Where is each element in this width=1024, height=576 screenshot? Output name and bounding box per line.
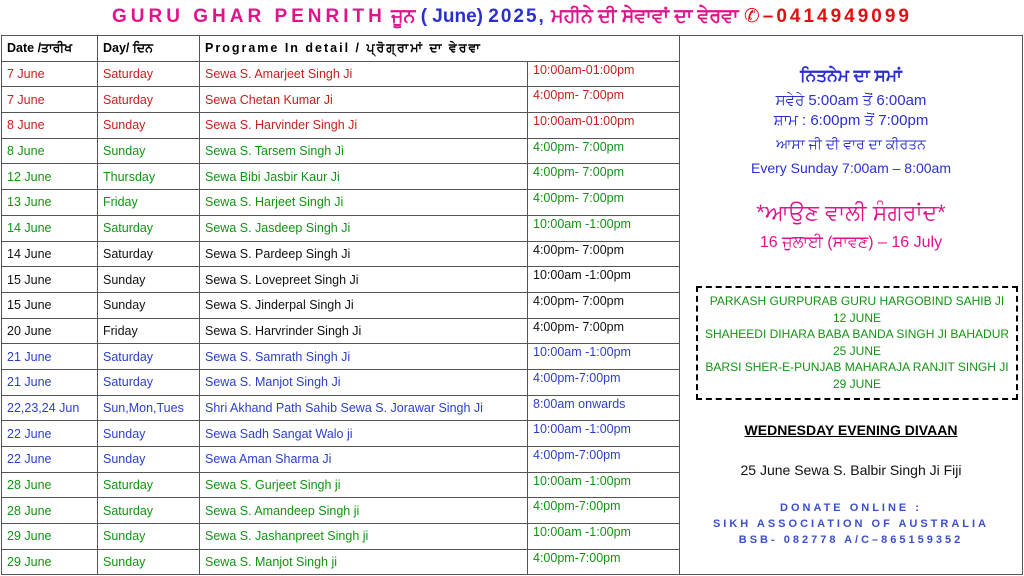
header-program: Programe In detail / ਪ੍ਰੋਗ੍ਰਾਮਾਂ ਦਾ ਵੇਰਵਾ	[200, 36, 680, 62]
cell-date: 15 June	[2, 292, 98, 318]
cell-program: Sewa S. Harvinder Singh Ji	[200, 113, 528, 139]
cell-program: Sewa S. Samrath Singh Ji	[200, 344, 528, 370]
cell-day: Saturday	[98, 215, 200, 241]
sangrand-title: *ਆਉਣ ਵਾਲੀ ਸੰਗਰਾਂਦ*	[756, 200, 946, 225]
cell-time: 4:00pm- 7:00pm	[528, 190, 680, 216]
cell-program: Sewa S. Pardeep Singh Ji	[200, 241, 528, 267]
cell-program: Sewa Chetan Kumar Ji	[200, 87, 528, 113]
cell-day: Saturday	[98, 344, 200, 370]
page-title	[0, 0, 1024, 34]
table-row	[2, 447, 680, 473]
cell-day: Sunday	[98, 292, 200, 318]
cell-time: 4:00pm- 7:00pm	[528, 138, 680, 164]
cell-time: 8:00am onwards	[528, 395, 680, 421]
table-row	[2, 241, 680, 267]
gurpurab-events-box	[696, 286, 1018, 400]
cell-day: Sunday	[98, 447, 200, 473]
cell-program: Sewa Aman Sharma Ji	[200, 447, 528, 473]
cell-program: Sewa S. Jasdeep Singh Ji	[200, 215, 528, 241]
cell-time: 4:00pm- 7:00pm	[528, 318, 680, 344]
table-row	[2, 113, 680, 139]
cell-program: Sewa Bibi Jasbir Kaur Ji	[200, 164, 528, 190]
cell-program: Sewa S. Jashanpreet Singh ji	[200, 524, 528, 550]
title-phone: ✆–0414949099	[743, 6, 912, 27]
title-june: ( June)	[420, 6, 483, 27]
table-row	[2, 549, 680, 575]
title-guru-ghar: GURU GHAR PENRITH	[112, 6, 386, 27]
cell-time: 10:00am-01:00pm	[528, 61, 680, 87]
cell-date: 14 June	[2, 241, 98, 267]
cell-day: Saturday	[98, 61, 200, 87]
table-row	[2, 318, 680, 344]
asa-di-vaar-time: Every Sunday 7:00am – 8:00am	[750, 160, 951, 176]
table-row	[2, 524, 680, 550]
cell-day: Friday	[98, 190, 200, 216]
table-row	[2, 498, 680, 524]
cell-time: 4:00pm-7:00pm	[528, 369, 680, 395]
cell-program: Sewa S. Manjot Singh ji	[200, 549, 528, 575]
cell-time: 4:00pm- 7:00pm	[528, 87, 680, 113]
table-row	[2, 421, 680, 447]
cell-day: Saturday	[98, 472, 200, 498]
cell-date: 15 June	[2, 267, 98, 293]
donate-bank-details: BSB- 082778 A/C–865159352	[738, 534, 964, 546]
cell-program: Sewa S. Harvrinder Singh Ji	[200, 318, 528, 344]
table-row	[2, 190, 680, 216]
event-date: 25 JUNE	[832, 343, 882, 358]
cell-day: Sunday	[98, 549, 200, 575]
table-row	[2, 344, 680, 370]
cell-date: 7 June	[2, 61, 98, 87]
cell-program: Sewa S. Amarjeet Singh Ji	[200, 61, 528, 87]
donate-title: DONATE ONLINE :	[780, 502, 922, 514]
event-date: 12 JUNE	[832, 310, 882, 325]
cell-date: 21 June	[2, 369, 98, 395]
cell-time: 10:00am-01:00pm	[528, 113, 680, 139]
event-name: PARKASH GURPURAB GURU HARGOBIND SAHIB JI	[709, 294, 1005, 308]
cell-date: 29 June	[2, 524, 98, 550]
cell-date: 20 June	[2, 318, 98, 344]
cell-day: Saturday	[98, 369, 200, 395]
cell-day: Sunday	[98, 138, 200, 164]
table-row	[2, 87, 680, 113]
table-row	[2, 215, 680, 241]
nitnem-title: ਨਿਤਨੇਮ ਦਾ ਸਮਾਂ	[800, 66, 902, 85]
cell-date: 13 June	[2, 190, 98, 216]
cell-date: 12 June	[2, 164, 98, 190]
cell-date: 8 June	[2, 113, 98, 139]
table-row	[2, 267, 680, 293]
cell-time: 10:00am -1:00pm	[528, 267, 680, 293]
cell-date: 14 June	[2, 215, 98, 241]
nitnem-morning: ਸਵੇਰੇ 5:00am ਤੋਂ 6:00am	[775, 92, 927, 109]
cell-date: 8 June	[2, 138, 98, 164]
cell-day: Thursday	[98, 164, 200, 190]
info-panel	[679, 35, 1023, 575]
cell-time: 10:00am -1:00pm	[528, 344, 680, 370]
table-header-row	[2, 36, 680, 62]
schedule-table	[1, 35, 680, 575]
cell-time: 4:00pm-7:00pm	[528, 549, 680, 575]
event-date: 29 JUNE	[832, 376, 882, 391]
cell-time: 10:00am -1:00pm	[528, 421, 680, 447]
table-row	[2, 369, 680, 395]
title-schedule-punjabi: ਮਹੀਨੇ ਦੀ ਸੇਵਾਵਾਂ ਦਾ ਵੇਰਵਾ	[551, 6, 739, 27]
table-row	[2, 164, 680, 190]
cell-time: 10:00am -1:00pm	[528, 215, 680, 241]
cell-time: 4:00pm-7:00pm	[528, 498, 680, 524]
cell-program: Shri Akhand Path Sahib Sewa S. Jorawar Singh Ji	[200, 395, 528, 421]
cell-date: 22 June	[2, 447, 98, 473]
cell-program: Sewa S. Lovepreet Singh Ji	[200, 267, 528, 293]
cell-program: Sewa S. Manjot Singh Ji	[200, 369, 528, 395]
cell-date: 29 June	[2, 549, 98, 575]
table-row	[2, 138, 680, 164]
cell-day: Sunday	[98, 421, 200, 447]
event-name: BARSI SHER-E-PUNJAB MAHARAJA RANJIT SINGH JI	[705, 360, 1009, 374]
cell-date: 28 June	[2, 472, 98, 498]
cell-program: Sewa S. Tarsem Singh Ji	[200, 138, 528, 164]
cell-day: Saturday	[98, 87, 200, 113]
cell-program: Sewa Sadh Sangat Walo ji	[200, 421, 528, 447]
cell-date: 22,23,24 Jun	[2, 395, 98, 421]
cell-date: 7 June	[2, 87, 98, 113]
title-june-punjabi: ਜੂਨ	[391, 6, 416, 27]
event-name: SHAHEEDI DIHARA BABA BANDA SINGH JI BAHADUR	[704, 327, 1010, 341]
cell-time: 4:00pm- 7:00pm	[528, 164, 680, 190]
cell-program: Sewa S. Amandeep Singh ji	[200, 498, 528, 524]
cell-day: Sunday	[98, 267, 200, 293]
cell-time: 10:00am -1:00pm	[528, 472, 680, 498]
table-row	[2, 472, 680, 498]
nitnem-evening: ਸ਼ਾਮ : 6:00pm ਤੋਂ 7:00pm	[773, 112, 929, 129]
cell-program: Sewa S. Harjeet Singh Ji	[200, 190, 528, 216]
cell-day: Friday	[98, 318, 200, 344]
wednesday-divaan-text: 25 June Sewa S. Balbir Singh Ji Fiji	[740, 462, 962, 478]
cell-date: 28 June	[2, 498, 98, 524]
cell-time: 4:00pm- 7:00pm	[528, 241, 680, 267]
cell-day: Saturday	[98, 498, 200, 524]
cell-day: Saturday	[98, 241, 200, 267]
table-row	[2, 292, 680, 318]
header-date: Date /ਤਾਰੀਖ	[2, 36, 98, 62]
cell-date: 21 June	[2, 344, 98, 370]
cell-day: Sun,Mon,Tues	[98, 395, 200, 421]
title-year: 2025,	[488, 6, 546, 27]
cell-time: 10:00am -1:00pm	[528, 524, 680, 550]
asa-di-vaar-title: ਆਸਾ ਜੀ ਦੀ ਵਾਰ ਦਾ ਕੀਰਤਨ	[776, 136, 926, 152]
cell-time: 4:00pm- 7:00pm	[528, 292, 680, 318]
cell-time: 4:00pm-7:00pm	[528, 447, 680, 473]
donate-organization: SIKH ASSOCIATION OF AUSTRALIA	[712, 518, 990, 530]
cell-day: Sunday	[98, 524, 200, 550]
cell-day: Sunday	[98, 113, 200, 139]
wednesday-divaan-title: WEDNESDAY EVENING DIVAAN	[744, 422, 958, 438]
cell-program: Sewa S. Gurjeet Singh ji	[200, 472, 528, 498]
header-day: Day/ ਦਿਨ	[98, 36, 200, 62]
cell-date: 22 June	[2, 421, 98, 447]
cell-program: Sewa S. Jinderpal Singh Ji	[200, 292, 528, 318]
sangrand-date: 16 ਜੁਲਾਈ (ਸਾਵਣ) – 16 July	[759, 234, 943, 251]
table-row	[2, 61, 680, 87]
table-row	[2, 395, 680, 421]
